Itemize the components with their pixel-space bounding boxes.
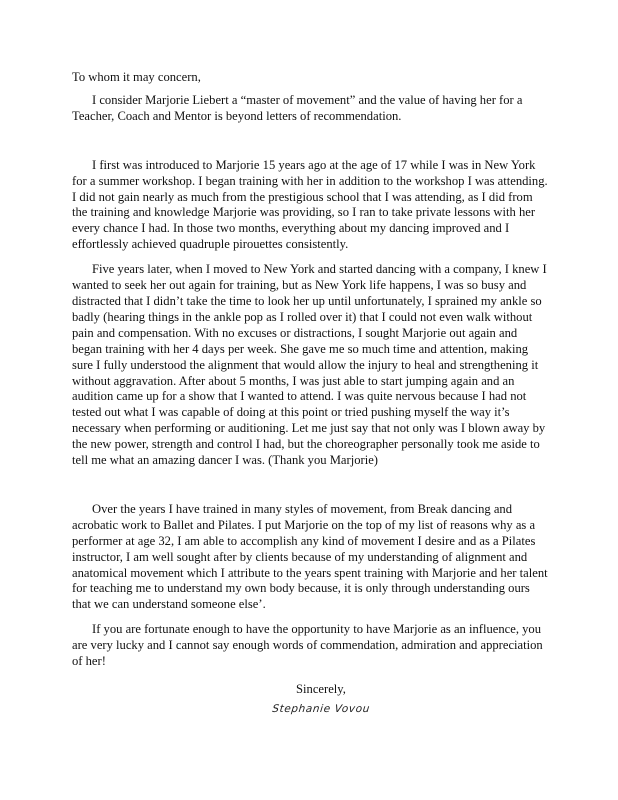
paragraph-recommendation: If you are fortunate enough to have the opportunity to have Marjorie as an influence, you are very lucky and I cannot say enough words of commendation, admiration and appreciation of her!: [72, 622, 543, 669]
paragraph-career: Over the years I have trained in many styles of movement, from Break dancing and acrobatic work to Ballet and Pilates. I put Marjorie on the top of my list of reasons why as a performer at age 32, I am able to accomplish any kind of movement I desire and as a Pilates instructor, I am well sought after by clients because of my understanding of alignment and anatomical movement which I attribute to the years spent training with Marjorie and her talent for teaching me to understand my own body because, it is only through understanding ours that we can understand someone else’.: [72, 501, 548, 612]
signature: Stephanie Vovou: [271, 702, 371, 715]
letter-body: [72, 70, 550, 718]
paragraph-intro: I consider Marjorie Liebert a “master of movement” and the value of having her for a Teacher, Coach and Mentor is beyond letters of recommendation.: [72, 92, 523, 123]
paragraph-first-meeting: I first was introduced to Marjorie 15 years ago at the age of 17 while I was in New York for a summer workshop. I began training with her in addition to the workshop I was attending. I did not gain nearly as much from the prestigious school that I was attending, as I did from the training and knowledge Marjorie was providing, so I ran to take private lessons with her every chance I had. In those two months, everything about my dancing improved and I effortlessly achieved quadruple pirouettes consistently.: [72, 157, 548, 252]
paragraph-injury-recovery: Five years later, when I moved to New York and started dancing with a company, I knew I wanted to seek her out again for training, but as New York life happens, I was so busy and distracted that I didn’t take the time to look her up until unfortunately, I sprained my ankle so badly (hearing things in the ankle pop as I rolled over it) that I could not even walk without pain and compensation. With no excuses or distractions, I sought Marjorie out again and began training with her 4 days per week. She gave me so much time and attention, making sure I fully understood the alignment that would allow the injury to heal and strengthening it without aggravation. After about 5 months, I was just able to start jumping again and an audition came up for a show that I wanted to attend. I was quite nervous because I had not tested out what I was capable of doing at this point or tried pushing myself the way it’s necessary when performing or auditioning. Let me just say that not only was I blown away by the new power, strength and control I had, but the choreographer personally took me aside to tell me what an amazing dancer I was. (Thank you Marjorie): [72, 262, 547, 468]
salutation: To whom it may concern,: [72, 70, 201, 84]
closing: Sincerely,: [296, 682, 346, 696]
